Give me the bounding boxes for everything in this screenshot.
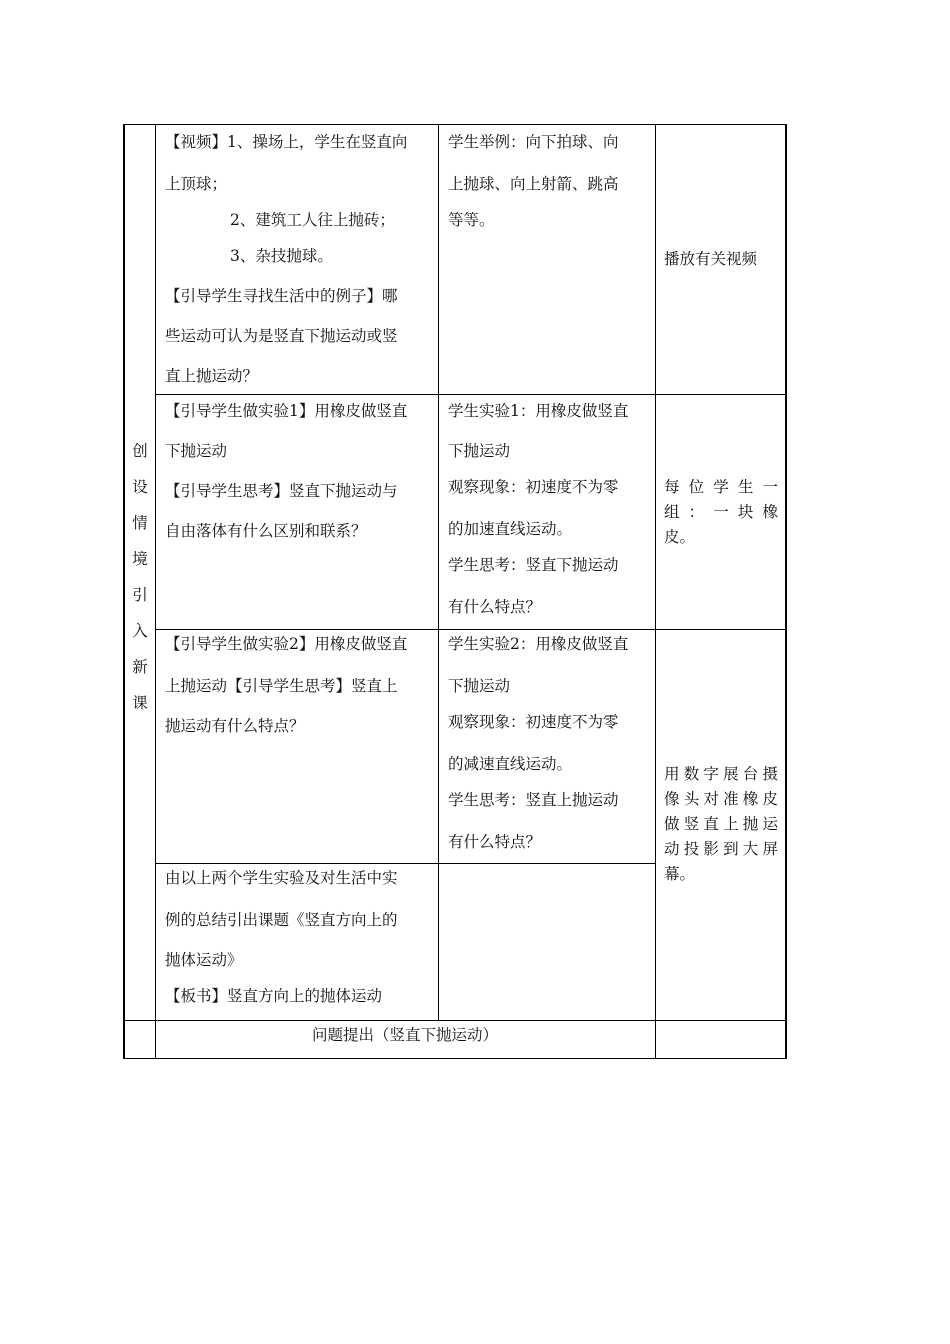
section-label-char: 情 (132, 514, 148, 532)
text-line: 幕。 (664, 865, 696, 883)
text-line: 有什么特点？ (448, 833, 542, 851)
text-line: 问题提出（竖直下抛运动） (311, 1026, 498, 1044)
text-line: 像头对准橡皮 (664, 790, 778, 808)
text-line: 学生思考：竖直下抛运动 (448, 556, 619, 574)
text-line: 下抛运动 (448, 442, 511, 460)
text-line: 每 位 学 生 一 (664, 478, 778, 496)
row1-student-cell (448, 124, 650, 238)
text-line: 观察现象：初速度不为零 (448, 478, 619, 496)
text-line: 【引导学生寻找生活中的例子】哪 (165, 287, 398, 305)
shared-note-cell (664, 762, 778, 887)
section-label-char: 入 (132, 622, 148, 640)
text-line: 抛体运动》 (165, 951, 243, 969)
row4-teacher-cell (165, 860, 433, 1014)
section-label-char: 境 (132, 550, 148, 568)
text-line: 上抛球、向上射箭、跳高 (448, 175, 619, 193)
text-line: 自由落体有什么区别和联系？ (165, 522, 367, 540)
text-line: 下抛运动 (448, 677, 511, 695)
text-line: 的减速直线运动。 (448, 755, 573, 773)
row1-note-cell (664, 241, 782, 277)
text-line: 等等。 (448, 211, 495, 229)
text-line: 2、建筑工人往上抛砖； (230, 211, 395, 229)
text-line: 播放有关视频 (664, 250, 758, 268)
text-line: 下抛运动 (165, 442, 228, 460)
row2-student-cell (448, 393, 650, 625)
column-divider-2 (438, 124, 439, 1020)
text-line: 组 ： 一 块 橡 (664, 503, 778, 521)
row2-teacher-cell (165, 393, 433, 549)
text-line: 【引导学生思考】竖直下抛运动与 (165, 482, 398, 500)
section-label-char: 引 (132, 586, 148, 604)
text-line: 抛运动有什么特点？ (165, 717, 305, 735)
text-line: 学生实验1：用橡皮做竖直 (448, 402, 629, 420)
text-line: 有什么特点？ (448, 598, 542, 616)
text-line: 动投影到大屏 (664, 840, 778, 858)
text-line: 直上抛运动？ (165, 367, 259, 385)
text-line: 学生举例：向下拍球、向 (448, 133, 619, 151)
text-line: 观察现象：初速度不为零 (448, 713, 619, 731)
text-line: 【引导学生做实验2】用橡皮做竖直 (165, 635, 408, 653)
text-line: 由以上两个学生实验及对生活中实 (165, 869, 398, 887)
text-line: 的加速直线运动。 (448, 520, 573, 538)
row5-teacher-cell (156, 1017, 654, 1053)
section-label-char: 创 (132, 442, 148, 460)
section-label-char: 课 (132, 694, 148, 712)
column-divider-3 (655, 124, 656, 1059)
text-line: 【引导学生做实验1】用橡皮做竖直 (165, 402, 408, 420)
row3-teacher-cell (165, 626, 433, 744)
text-line: 学生思考：竖直上抛运动 (448, 791, 619, 809)
row3-student-cell (448, 626, 650, 860)
text-line: 做竖直上抛运 (664, 815, 778, 833)
row2-note-cell (664, 475, 778, 550)
text-line: 学生实验2：用橡皮做竖直 (448, 635, 629, 653)
section-label (124, 433, 156, 721)
row1-teacher-cell (165, 124, 433, 394)
section-label-char: 新 (132, 658, 148, 676)
text-line: 用数字展台摄 (664, 765, 778, 783)
text-line: 例的总结引出课题《竖直方向上的 (165, 911, 398, 929)
text-line: 【视频】1、操场上，学生在竖直向 (165, 133, 408, 151)
text-line: 上顶球； (165, 175, 228, 193)
text-line: 3、杂技抛球。 (230, 247, 333, 265)
text-line: 【板书】竖直方向上的抛体运动 (165, 987, 383, 1005)
text-line: 皮。 (664, 528, 696, 546)
text-line: 些运动可认为是竖直下抛运动或竖 (165, 327, 398, 345)
section-label-char: 设 (132, 478, 148, 496)
text-line: 上抛运动【引导学生思考】竖直上 (165, 677, 398, 695)
